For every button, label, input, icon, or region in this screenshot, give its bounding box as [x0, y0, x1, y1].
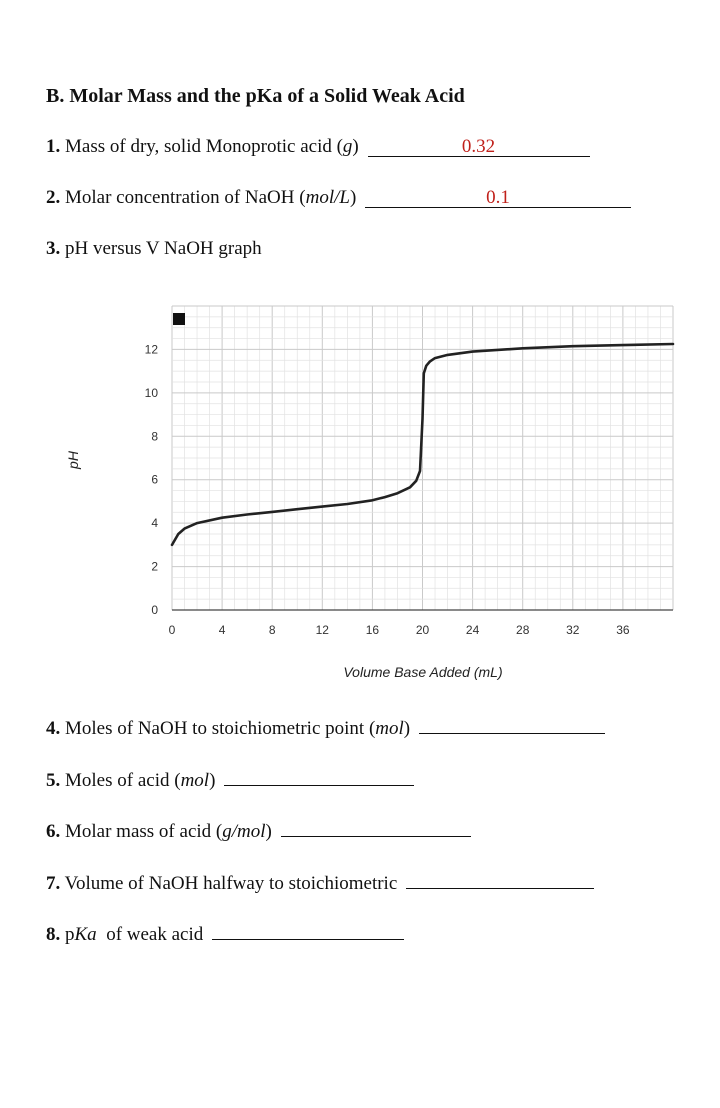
q1-text: Mass of dry, solid Monoprotic acid ( — [65, 136, 343, 157]
q3-number: 3. — [46, 238, 61, 259]
y-axis-label: pH — [65, 451, 81, 469]
q1-close: ) — [352, 136, 359, 157]
y-tick-label: 4 — [151, 516, 158, 531]
q6-number: 6. — [46, 821, 61, 842]
x-tick-label: 4 — [218, 623, 226, 637]
x-tick-label: 0 — [168, 623, 176, 637]
q6-answer-field[interactable] — [281, 819, 471, 837]
x-tick-label: 36 — [616, 623, 630, 637]
question-6 — [46, 819, 471, 844]
y-tick-labels — [145, 342, 159, 617]
q1-answer-field[interactable]: 0.32 — [368, 138, 590, 157]
titration-chart — [40, 290, 690, 690]
q4-text: Moles of NaOH to stoichiometric point ( — [65, 718, 376, 739]
y-tick-label: 10 — [144, 385, 158, 400]
q5-text: Moles of acid ( — [65, 770, 181, 791]
question-1 — [46, 135, 590, 159]
q5-unit: mol — [180, 770, 210, 791]
q2-number: 2. — [46, 187, 61, 208]
q7-answer-field[interactable] — [406, 871, 594, 889]
q1-unit: g — [342, 136, 353, 157]
question-5 — [46, 768, 414, 793]
x-tick-label: 12 — [315, 623, 329, 637]
q6-close: ) — [265, 821, 272, 842]
question-3 — [46, 237, 262, 261]
x-tick-label: 28 — [516, 623, 530, 637]
y-tick-label: 0 — [151, 603, 158, 617]
q7-text: Volume of NaOH halfway to stoichiometric — [64, 873, 398, 894]
x-tick-label: 20 — [415, 623, 430, 637]
question-2 — [46, 186, 631, 210]
q5-close: ) — [209, 770, 216, 791]
y-tick-label: 2 — [151, 559, 158, 574]
q8-text-pre: p — [65, 924, 75, 945]
legend-marker — [173, 313, 185, 325]
q4-answer-field[interactable] — [419, 716, 605, 734]
question-7 — [46, 871, 594, 896]
q5-answer-field[interactable] — [224, 768, 414, 786]
q8-number: 8. — [46, 924, 61, 945]
q6-unit: g/mol — [222, 821, 266, 842]
q8-text-post: of weak acid — [96, 924, 204, 945]
q3-text: pH versus V NaOH graph — [65, 238, 262, 259]
q7-number: 7. — [46, 873, 61, 894]
q2-text: Molar concentration of NaOH ( — [65, 187, 306, 208]
q2-close: ) — [349, 187, 357, 208]
q2-unit: mol/L — [305, 187, 350, 208]
q8-text-italic: Ka — [74, 924, 97, 945]
x-tick-labels — [169, 623, 630, 637]
q1-number: 1. — [46, 136, 61, 157]
x-axis-label: Volume Base Added (mL) — [343, 664, 503, 680]
q5-number: 5. — [46, 770, 61, 791]
chart-grid — [172, 306, 673, 610]
x-tick-label: 8 — [268, 623, 276, 637]
y-tick-label: 12 — [144, 342, 158, 357]
q4-close: ) — [403, 718, 411, 739]
section-title: B. Molar Mass and the pKa of a Solid Weak Acid — [46, 85, 465, 107]
y-tick-label: 8 — [151, 429, 158, 444]
q2-answer-field[interactable]: 0.1 — [365, 189, 631, 208]
q4-number: 4. — [46, 718, 61, 739]
q6-text: Molar mass of acid ( — [65, 821, 223, 842]
y-tick-label: 6 — [151, 472, 158, 487]
x-tick-label: 16 — [365, 623, 380, 637]
x-tick-label: 32 — [566, 623, 580, 637]
question-8 — [46, 922, 404, 947]
question-4 — [46, 716, 605, 741]
q4-unit: mol — [375, 718, 404, 739]
q8-answer-field[interactable] — [212, 922, 404, 940]
x-tick-label: 24 — [465, 623, 480, 637]
